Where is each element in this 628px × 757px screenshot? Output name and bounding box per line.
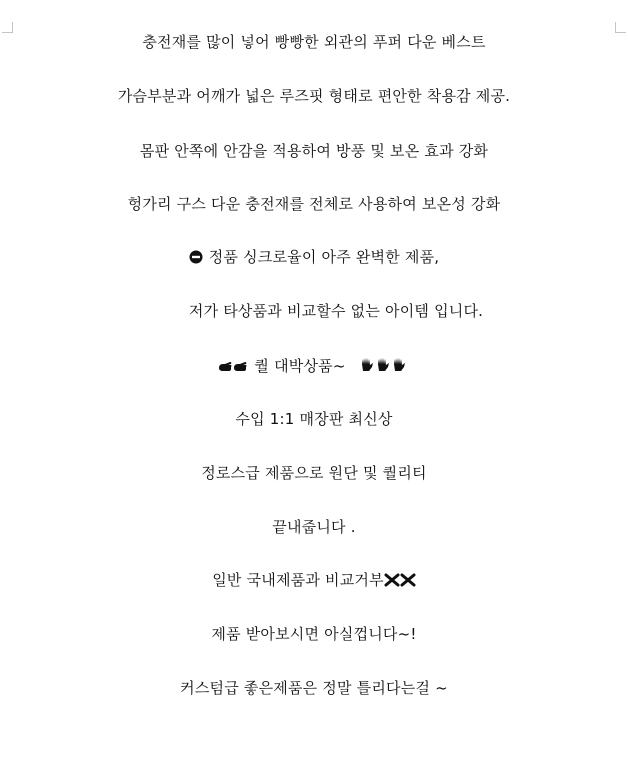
line-12-text: 제품 받아보시면 아실껍니다~!	[211, 625, 417, 643]
text-line-12	[0, 622, 628, 646]
line-6-text: 저가 타상품과 비교할수 없는 아이템 입니다.	[188, 302, 484, 320]
text-line-8	[0, 407, 628, 431]
line-5-text: 정품 싱크로율이 아주 완벽한 제품,	[208, 248, 440, 266]
line-7-text: 퀄 대박상품~	[254, 357, 346, 375]
pointing-hand-icon	[218, 359, 248, 373]
text-line-1	[0, 30, 628, 54]
text-line-9	[0, 461, 628, 485]
line-1-text: 충전재를 많이 넣어 빵빵한 외관의 푸퍼 다운 베스트	[142, 33, 486, 51]
line-10-text: 끝내줍니다 .	[272, 518, 356, 536]
text-line-4	[0, 192, 628, 216]
text-line-3	[0, 139, 628, 163]
line-4-text: 헝가리 구스 다운 충전재를 전체로 사용하여 보온성 강화	[127, 195, 501, 213]
text-line-13	[0, 676, 628, 700]
text-line-10	[0, 515, 628, 539]
text-line-5	[0, 245, 628, 269]
line-13-text: 커스텀급 좋은제품은 정말 틀리다는걸 ~	[180, 679, 448, 697]
line-3-text: 몸판 안쪽에 안감을 적용하여 방풍 및 보온 효과 강화	[139, 142, 489, 160]
line-11-text: 일반 국내제품과 비교거부	[212, 571, 384, 589]
text-line-6	[22, 299, 628, 323]
text-line-2	[0, 84, 628, 108]
waving-hand-icon	[360, 357, 410, 373]
text-line-7	[0, 354, 628, 378]
cross-mark-icon	[384, 573, 416, 587]
line-2-text: 가슴부분과 어깨가 넓은 루즈핏 형태로 편안한 착용감 제공.	[117, 87, 511, 105]
text-line-11	[0, 568, 628, 592]
line-9-text: 정로스급 제품으로 원단 및 퀄리티	[201, 464, 427, 482]
no-entry-icon	[189, 250, 203, 264]
line-8-text: 수입 1:1 매장판 최신상	[235, 410, 393, 428]
